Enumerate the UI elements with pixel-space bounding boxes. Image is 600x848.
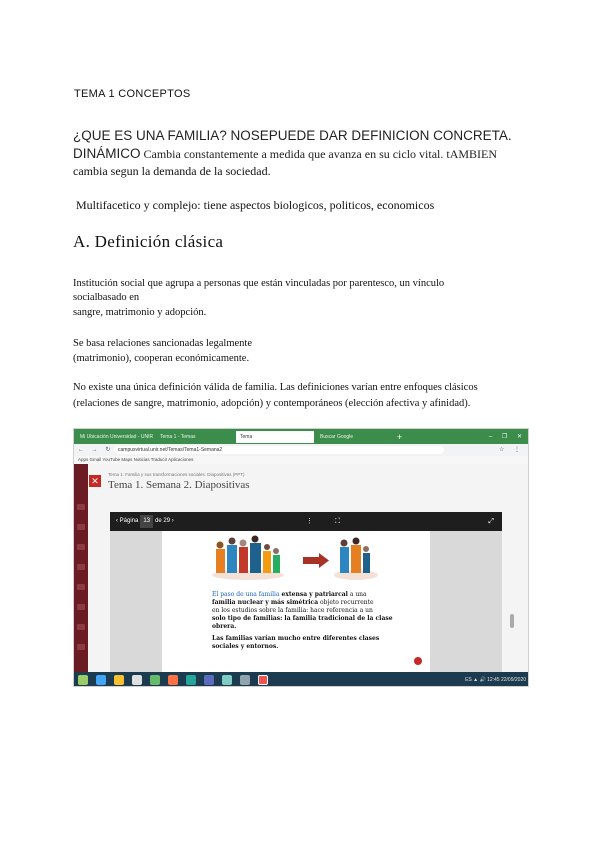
browser-tab-4[interactable]: Buscar Google — [320, 434, 354, 440]
chrome-icon[interactable] — [258, 675, 268, 685]
store-icon[interactable] — [132, 675, 142, 685]
slide-text-blue: El paso de una familia — [212, 591, 282, 598]
start-icon[interactable] — [78, 675, 88, 685]
system-tray[interactable]: ES ▲ 🔊 12:45 22/09/2020 — [465, 677, 526, 683]
slide-text-end-1: a una — [347, 591, 367, 598]
family-illustration — [208, 531, 388, 581]
window-controls[interactable]: – ❐ ✕ — [488, 434, 526, 440]
page-nav-prefix[interactable]: ‹ Página — [116, 518, 139, 524]
excel-icon[interactable] — [150, 675, 160, 685]
slide-viewer — [110, 512, 502, 672]
edge-icon[interactable] — [96, 675, 106, 685]
record-dot-icon — [414, 657, 422, 665]
close-icon[interactable]: ✕ — [89, 475, 101, 487]
web-page-area — [74, 464, 529, 672]
question-line-2-rest: Cambia constantemente a medida que avanza en su ciclo vital. tAMBIEN — [140, 147, 498, 161]
document-title: Tema 1. Semana 2. Diapositivas — [108, 479, 250, 491]
sidebar-icon-2[interactable] — [77, 524, 85, 530]
slide-text-bold-2: familia nuclear y más simétrica — [212, 599, 319, 606]
slide-text-line-5: obrera. — [212, 623, 237, 630]
slide-text-bold-1: extensa y patriarcal — [281, 591, 348, 598]
page-nav-suffix[interactable]: de 29 › — [155, 518, 174, 524]
slide-text-line-3: en los estudios sobre la familia: hace referencia a un — [212, 607, 373, 614]
page-number-input[interactable]: 13 — [140, 515, 153, 528]
sidebar-icon-5[interactable] — [77, 584, 85, 590]
fullscreen-icon[interactable]: ⤢ — [488, 518, 494, 525]
viewer-scrollbar[interactable] — [510, 614, 514, 628]
nav-arrows-icon[interactable]: ← → ↻ — [78, 447, 114, 453]
section-a-heading: A. Definición clásica — [73, 232, 224, 251]
paragraph-2-line-2: (matrimonio), cooperan económicamente. — [73, 353, 250, 364]
viewer-menu-icon[interactable]: ⋮ ⛶ — [306, 518, 350, 525]
browser-tab-2[interactable]: Tema 1 - Temas — [160, 434, 196, 440]
sidebar-icon-1[interactable] — [77, 504, 85, 510]
new-tab-button[interactable]: + — [397, 432, 403, 442]
browser-tab-bar — [74, 429, 529, 444]
slide-text-line-7: sociales y entornos. — [212, 643, 279, 650]
breadcrumb: Tema 1. Familia y sus transformaciones sociales. Diapositivas (PPT) — [108, 472, 245, 477]
slide-text-line-2 — [212, 599, 374, 607]
sidebar-icon-3[interactable] — [77, 544, 85, 550]
firefox-icon[interactable] — [168, 675, 178, 685]
slide-page — [162, 531, 430, 672]
paragraph-3-line-2: (relaciones de sangre, matrimonio, adopción) y contemporáneos (elección afectiva y afinidad). — [73, 398, 471, 409]
folder-icon[interactable] — [114, 675, 124, 685]
campus-sidebar — [74, 464, 88, 672]
app-icon-3[interactable] — [222, 675, 232, 685]
address-bar-row — [74, 444, 529, 456]
slide-text-end-2: objeto recurrente — [318, 599, 374, 606]
paragraph-1-line-1: Institución social que agrupa a personas que están vinculadas por parentesco, un vínculo — [73, 278, 445, 289]
sidebar-icon-4[interactable] — [77, 564, 85, 570]
app-icon-4[interactable] — [240, 675, 250, 685]
question-line-1: ¿QUE ES UNA FAMILIA? NOSEPUEDE DAR DEFINICION CONCRETA. — [73, 128, 512, 143]
viewer-toolbar — [110, 512, 502, 531]
sidebar-icon-6[interactable] — [77, 604, 85, 610]
sidebar-icon-7[interactable] — [77, 624, 85, 630]
multifacetico-line: Multifacetico y complejo: tiene aspectos biologicos, politicos, economicos — [76, 198, 435, 212]
embedded-browser-screenshot — [73, 428, 529, 687]
bookmarks-bar[interactable]: Apps Gmail YouTube Maps Noticias Traducir Aplicaciones — [74, 456, 529, 464]
url-input[interactable]: campusvirtual.unir.net/Temas/Tema1-Semana2 — [114, 446, 444, 454]
paragraph-3-line-1: No existe una única definición válida de familia. Las definiciones varían entre enfoques clásicos — [73, 382, 478, 393]
app-icon-2[interactable] — [204, 675, 214, 685]
windows-taskbar — [74, 672, 529, 687]
page-heading: TEMA 1 CONCEPTOS — [74, 88, 191, 100]
paragraph-2-line-1: Se basa relaciones sancionadas legalmente — [73, 338, 253, 349]
paragraph-1-line-3: sangre, matrimonio y adopción. — [73, 307, 207, 318]
app-icon-1[interactable] — [186, 675, 196, 685]
slide-text-line-6: Las familias varían mucho entre diferentes clases — [212, 635, 380, 642]
paragraph-1-line-2: socialbasado en — [73, 292, 140, 303]
question-line-3: cambia segun la demanda de la sociedad. — [73, 164, 271, 178]
question-line-2 — [73, 146, 497, 162]
dinamico-word: DINÁMICO — [73, 146, 141, 161]
browser-menu-icon[interactable]: ☆ ⋮ — [498, 447, 524, 453]
browser-tab-active[interactable]: Tema — [236, 431, 314, 443]
slide-text-line-4: solo tipo de familias: la familia tradicional de la clase — [212, 615, 393, 622]
page-navigation[interactable] — [116, 515, 174, 528]
slide-text-line-1 — [212, 591, 367, 599]
browser-tab-1[interactable]: Mi Ubicación Universidad - UNIR — [80, 434, 154, 440]
sidebar-icon-8[interactable] — [77, 644, 85, 650]
